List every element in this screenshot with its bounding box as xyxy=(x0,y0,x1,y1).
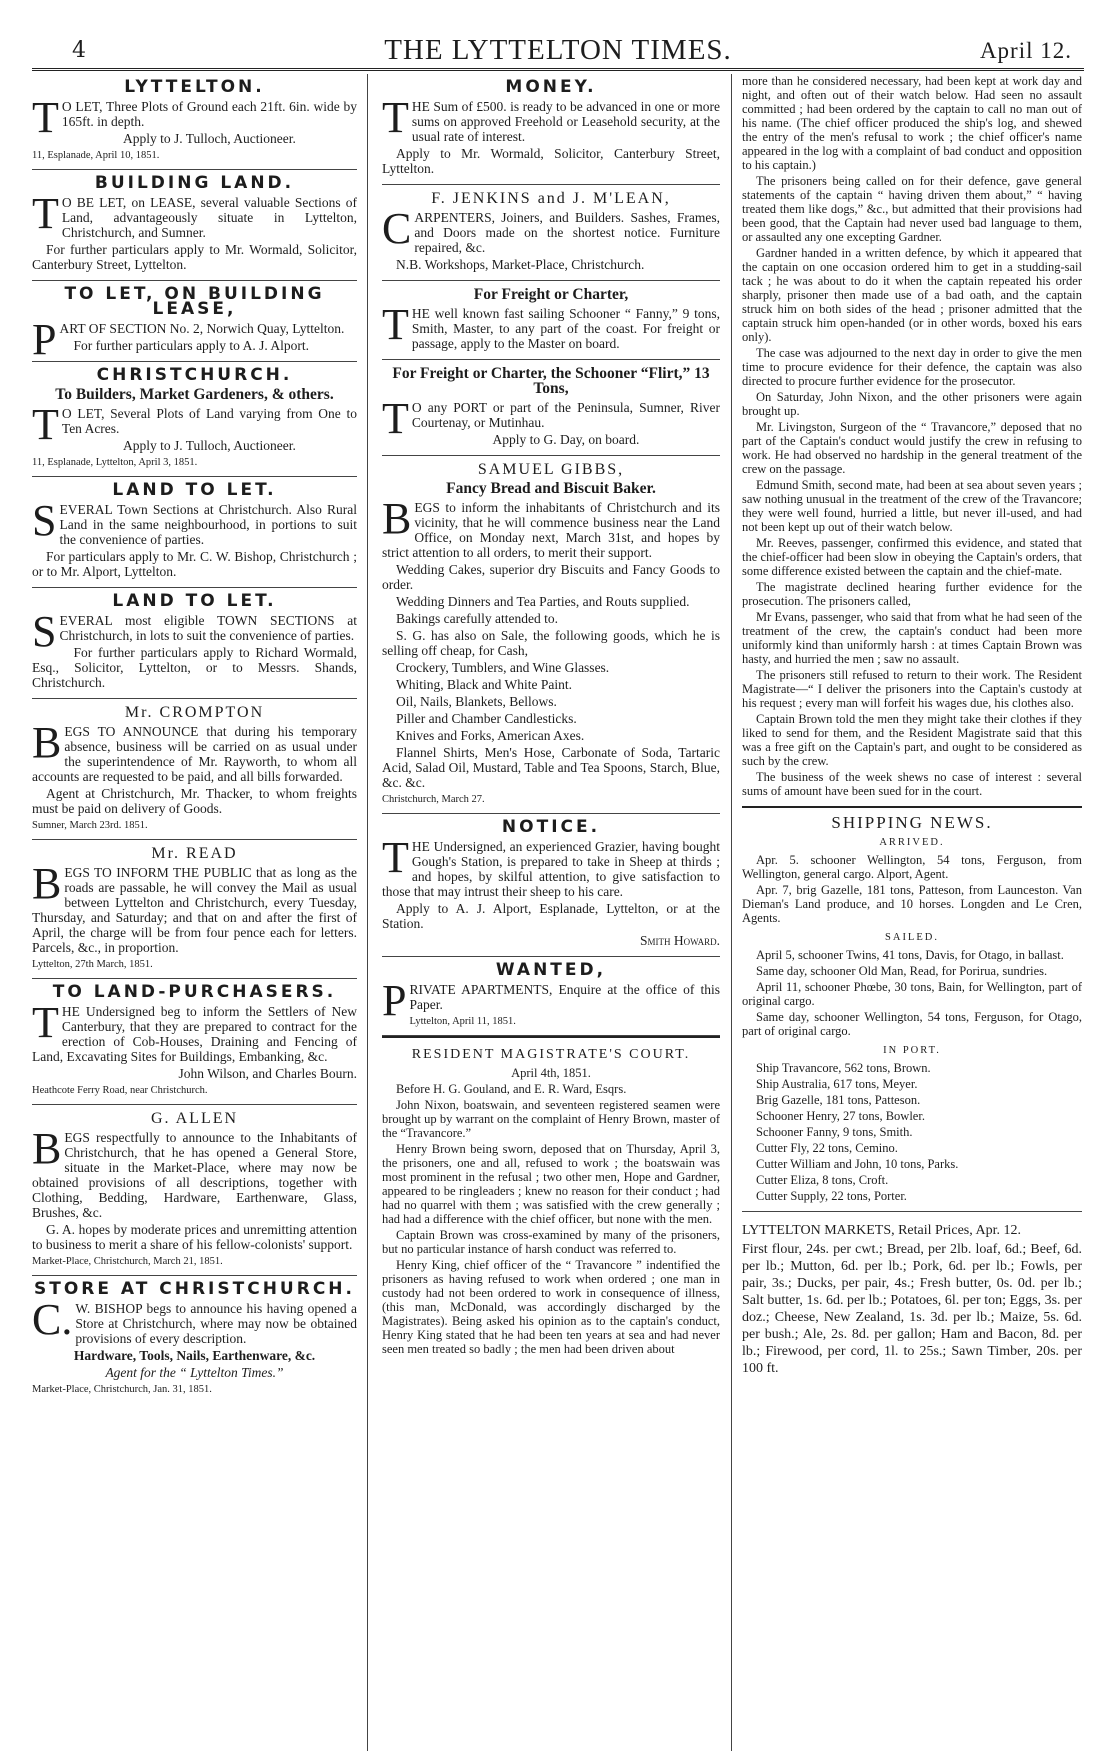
list-item: Wedding Cakes, superior dry Biscuits and Fancy Goods to order. xyxy=(382,562,720,592)
article-text: Mr Evans, passenger, who said that from what he had seen of the treatment of the crew, the captain's conduct had been more uniformly kind than uniformly harsh : at times Captain Brown was hasty, and hurried the men ; saw no assault. xyxy=(742,610,1082,666)
newspaper-title: THE LYTTELTON TIMES. xyxy=(384,34,732,66)
ad-text: SEVERAL most eligible TOWN SECTIONS at Christchurch, in lots to suit the convenience of parties. xyxy=(32,607,357,656)
ad-text: Agent for the “ Lyttelton Times.” xyxy=(105,1365,284,1380)
ad-text: Apply to J. Tulloch, Auctioneer. xyxy=(123,131,296,146)
ad-heading: SAMUEL GIBBS, xyxy=(477,461,625,478)
article-text: Edmund Smith, second mate, had been at sea about seven years ; saw nothing unusual in the treatment of the crew of the Travancore; they were well found, hurried a little, but never ill-used, and had not been kept up out of their watch below. xyxy=(742,478,1082,534)
subsection-heading: SAILED. xyxy=(885,932,939,943)
ad-signature: 11, Esplanade, Lyttelton, April 3, 1851. xyxy=(32,457,198,468)
shipping-entry: Schooner Henry, 27 tons, Bowler. xyxy=(756,1109,925,1123)
ad-text: THE well known fast sailing Schooner “ Fanny,” 9 tons, Smith, Master, to any part of the coast. For freight or passage, apply to the Master on board. xyxy=(382,300,720,351)
shipping-entry: Cutter Fly, 22 tons, Cemino. xyxy=(756,1141,898,1155)
shipping-entry: Schooner Fanny, 9 tons, Smith. xyxy=(756,1125,913,1139)
list-item: Piller and Chamber Candlesticks. xyxy=(396,711,577,726)
ad-signature: Market-Place, Christchurch, March 21, 1851. xyxy=(32,1256,223,1267)
ad-heading: G. ALLEN xyxy=(150,1110,239,1127)
article-text: Mr. Livingston, Surgeon of the “ Travancore,” deposed that no part of the Captain's conduct would justify the crew in refusing to work. He had observed no hardship in the general treatment of the crew on the passage. xyxy=(742,420,1082,476)
article-text: Mr. Reeves, passenger, confirmed this evidence, and stated that the chief-officer had been slow in obeying the Captain's orders, that some difference existed between the captain and the chief-mate. xyxy=(742,536,1082,578)
ad-signature: Lyttelton, 27th March, 1851. xyxy=(32,959,153,970)
shipping-entry: Cutter Supply, 22 tons, Porter. xyxy=(756,1189,907,1203)
ad-heading: NOTICE. xyxy=(501,817,601,837)
ad-text: Apply to J. Tulloch, Auctioneer. xyxy=(123,438,296,453)
shipping-entry: April 5, schooner Twins, 41 tons, Davis, for Otago, in ballast. xyxy=(756,948,1064,962)
column-3 xyxy=(742,74,1082,1751)
ad-money xyxy=(382,74,720,185)
ad-heading: F. JENKINS and J. M'LEAN, xyxy=(431,190,671,207)
ad-text: Apply to Mr. Wormald, Solicitor, Canterbury Street, Lyttelton. xyxy=(382,146,720,176)
ad-store-christchurch xyxy=(32,1276,357,1403)
ad-text: C.W. BISHOP begs to announce his having opened a Store at Christchurch, where may now be obtained provisions of every description. xyxy=(32,1295,357,1346)
article-text: The prisoners being called on for their defence, gave general statements of the captain “ having driven them about,” “ having treated them like dogs,” &c., but admitted that their provisions had been good, that the Captain had never used bad language to them, or assaulted any one excepting Gardner. xyxy=(742,174,1082,244)
list-item: S. G. has also on Sale, the following goods, which he is selling off cheap, for Cash, xyxy=(382,628,720,658)
ad-heading: LYTTELTON. xyxy=(124,77,265,97)
ad-land-to-let xyxy=(32,477,357,588)
article-text: The business of the week shews no case of interest : several sums of amount have been sued for in the court. xyxy=(742,770,1082,798)
list-item: Whiting, Black and White Paint. xyxy=(396,677,572,692)
ad-text: THE Undersigned, an experienced Grazier, having bought Gough's Station, is prepared to take in Sheep at thirds ; and hopes, by skilful attention, to give satisfaction to those that may intrust their sheep to his care. xyxy=(382,833,720,899)
ad-heading: TO LET, ON BUILDING LEASE, xyxy=(64,284,325,319)
shipping-entry: Ship Australia, 617 tons, Meyer. xyxy=(756,1077,918,1091)
ad-text: PART OF SECTION No. 2, Norwich Quay, Lyttelton. xyxy=(32,315,345,364)
article-text: Captain Brown told the men they might take their clothes if they liked to send for them, and the Resident Magistrate said that this was a free gift on the Captain's part, and ought to be considered as such by the crew. xyxy=(742,712,1082,768)
issue-date: April 12. xyxy=(979,38,1072,63)
ad-signatories: John Wilson, and Charles Bourn. xyxy=(178,1066,357,1081)
markets-text: First flour, 24s. per cwt.; Bread, per 2lb. loaf, 6d.; Beef, 6d. per lb.; Mutton, 6d. per lb.; Pork, 6d. per lb.; Fowls, per pair, 3s.; Ducks, per pair, 4s.; Fresh butter, 0s. 0d. per lb.; Salt butter, 1s. 6d. per lb.; Potatoes, 6l. per ton; Eggs, 3s. per doz.; Cheese, New Zealand, 1s. 3d. per lb.; Maize, 5s. 6d. per bush.; Ale, 2s. 8d. per gallon; Ham and Bacon, 8d. per lb.; Firewood, per cord, 1l. to 25s.; Sawn Timber, 20s. per 100 ft. xyxy=(742,1242,1082,1376)
ad-text: TO LET, Several Plots of Land varying from One to Ten Acres. xyxy=(32,400,357,449)
ad-text: G. A. hopes by moderate prices and unremitting attention to business to merit a share of his fellow-colonists' support. xyxy=(32,1222,357,1252)
shipping-entry: April 11, schooner Phœbe, 30 tons, Bain, for Wellington, part of original cargo. xyxy=(742,980,1082,1008)
list-item: Wedding Dinners and Tea Parties, and Routs supplied. xyxy=(396,594,690,609)
ad-text: For further particulars apply to A. J. Alport. xyxy=(73,338,309,353)
ad-notice xyxy=(382,814,720,957)
ad-text: THE Sum of £500. is ready to be advanced in one or more sums on approved Freehold or Leasehold security, at the usual rate of interest. xyxy=(382,93,720,144)
ad-land-to-let-2 xyxy=(32,588,357,699)
article-text: The magistrate declined hearing further evidence for the prosecution. The prisoners called, xyxy=(742,580,1082,608)
ad-samuel-gibbs xyxy=(382,456,720,814)
ad-crompton xyxy=(32,699,357,840)
ad-signature: Christchurch, March 27. xyxy=(382,794,485,805)
section-heading: SHIPPING NEWS. xyxy=(742,806,1082,830)
article-text: The case was adjourned to the next day in order to give the men time to procure evidence for their defence, the captain was also directed to procure further evidence for the prosecutor. xyxy=(742,346,1082,388)
article-date: April 4th, 1851. xyxy=(511,1066,591,1080)
shipping-entry: Cutter Eliza, 8 tons, Croft. xyxy=(756,1173,889,1187)
ad-wanted xyxy=(382,957,720,1036)
article-text: John Nixon, boatswain, and seventeen registered seamen were brought up by warrant on the complaint of Henry Brown, master of the “Travancore.” xyxy=(382,1098,720,1140)
ad-text: TO BE LET, on LEASE, several valuable Sections of Land, advantageously situate in Lyttelton, Christchurch, and Sumner. xyxy=(32,189,357,240)
ad-text: CARPENTERS, Joiners, and Builders. Sashes, Frames, and Doors made on the shortest notice. Furniture repaired, &c. xyxy=(382,204,720,255)
ad-heading: MONEY. xyxy=(505,77,597,97)
ad-christchurch xyxy=(32,362,357,477)
shipping-entry: Cutter William and John, 10 tons, Parks. xyxy=(756,1157,959,1171)
court-report xyxy=(382,1036,720,1364)
ad-signature: Lyttelton, April 11, 1851. xyxy=(409,1016,516,1027)
ad-signature: 11, Esplanade, April 10, 1851. xyxy=(32,150,160,161)
ad-text: For further particulars apply to Richard Wormald, Esq., Solicitor, Lyttelton, or to Messrs. Shands, Christchurch. xyxy=(32,645,357,690)
shipping-news xyxy=(742,806,1082,1203)
subsection-heading: ARRIVED. xyxy=(879,837,945,848)
ad-heading: Mr. CROMPTON xyxy=(124,704,265,721)
column-2 xyxy=(382,74,720,1751)
ad-text: For particulars apply to Mr. C. W. Bishop, Christchurch ; or to Mr. Alport, Lyttelton. xyxy=(32,549,357,579)
ad-text: BEGS TO INFORM THE PUBLIC that as long as the roads are passable, he will convey the Mail as usual between Lyttelton and Christchurch, every Tuesday, Thursday, and Saturday; and that on and after the first of April, the charge will be from four pence each for letters. Parcels, &c., in proportion. xyxy=(32,859,357,955)
ad-text: TO LET, Three Plots of Ground each 21ft. 6in. wide by 165ft. in depth. xyxy=(32,93,357,142)
ad-heading: TO LAND-PURCHASERS. xyxy=(52,982,337,1002)
article-text: Henry Brown being sworn, deposed that on Thursday, April 3, the prisoners, one and all, refused to work ; the boatswain was most prominent in the refusal ; two other men, Hope and Gardner, appeared to be ringleaders ; knew no reason for their conduct ; had had no quarrel with them ; was satisfied with the crew generally ; had had a difference with the chief officer, but none with the men. xyxy=(382,1142,720,1226)
ad-heading: For Freight or Charter, the Schooner “Flirt,” 13 Tons, xyxy=(392,365,710,397)
ad-lyttelton xyxy=(32,74,357,170)
shipping-entry: Same day, schooner Wellington, 54 tons, Ferguson, for Otago, part of original cargo. xyxy=(742,1010,1082,1038)
list-item: Oil, Nails, Blankets, Bellows. xyxy=(396,694,557,709)
shipping-entry: Brig Gazelle, 181 tons, Patteson. xyxy=(756,1093,921,1107)
ad-heading: For Freight or Charter, xyxy=(473,286,629,303)
list-item: Crockery, Tumblers, and Wine Glasses. xyxy=(396,660,610,675)
ad-subheading: To Builders, Market Gardeners, & others. xyxy=(55,386,334,403)
ad-text: Agent at Christchurch, Mr. Thacker, to whom freights must be paid on delivery of Goods. xyxy=(32,786,357,816)
ad-building-lease xyxy=(32,281,357,362)
ad-signature: Market-Place, Christchurch, Jan. 31, 1851. xyxy=(32,1384,212,1395)
subsection-heading: IN PORT. xyxy=(883,1045,941,1056)
article-heading: RESIDENT MAGISTRATE'S COURT. xyxy=(411,1047,691,1062)
ad-text: BEGS to inform the inhabitants of Christchurch and its vicinity, that he will commence business near the Land Office, on Monday next, March 31st, and hopes by strict attention to all orders, to merit their support. xyxy=(382,494,720,560)
ad-heading: WANTED, xyxy=(495,960,607,980)
ad-signature: Heathcote Ferry Road, near Christchurch. xyxy=(32,1085,208,1096)
shipping-entry: Ship Travancore, 562 tons, Brown. xyxy=(756,1061,931,1075)
ad-heading: BUILDING LAND. xyxy=(94,173,295,193)
list-item: Knives and Forks, American Axes. xyxy=(396,728,585,743)
shipping-entry: Same day, schooner Old Man, Read, for Porirua, sundries. xyxy=(756,964,1048,978)
article-text: The prisoners still refused to return to their work. The Resident Magistrate—“ I deliver the prisoners into the Captain's custody at his request ; every man will forfeit his wages due, his clothes also. xyxy=(742,668,1082,710)
ad-text: PRIVATE APARTMENTS, Enquire at the office of this Paper. xyxy=(382,976,720,1025)
article-text: Before H. G. Gouland, and E. R. Ward, Esqrs. xyxy=(396,1082,627,1096)
ad-read xyxy=(32,840,357,979)
markets-heading: LYTTELTON MARKETS, Retail Prices, Apr. 12. xyxy=(742,1223,1021,1238)
ad-text: BEGS respectfully to announce to the Inhabitants of Christchurch, that he has opened a General Store, situate in the Market-Place, where may now be obtained provisions of all descriptions, together with Clothing, Bedding, Hardware, Earthenware, Glass, Brushes, &c. xyxy=(32,1124,357,1220)
ad-fanny xyxy=(382,281,720,360)
ad-text: TO any PORT or part of the Peninsula, Sumner, River Courtenay, or Mutinhau. xyxy=(382,394,720,443)
ad-text: Hardware, Tools, Nails, Earthenware, &c. xyxy=(73,1348,316,1363)
masthead xyxy=(32,32,1084,71)
ad-text: THE Undersigned beg to inform the Settlers of New Canterbury, that they are prepared to contract for the erection of Cob-Houses, Draining and Fencing of Land, Excavating Sites for Buildings, Embanking, &c. xyxy=(32,998,357,1064)
ad-subheading: Fancy Bread and Biscuit Baker. xyxy=(446,480,656,497)
ad-flirt xyxy=(382,360,720,456)
ad-signatory: Smith Howard. xyxy=(639,933,720,948)
shipping-entry: Apr. 5. schooner Wellington, 54 tons, Ferguson, from Wellington, general cargo. Alport, Agent. xyxy=(742,853,1082,881)
ad-building-land xyxy=(32,170,357,281)
article-text: more than he considered necessary, had been kept at work day and night, and often out of their watch below. Had seen no assault committed ; had been ordered by the captain to call no man out of his name. (The chief officer produced the ship's log, and shewed the entry of the men's refusal to work ; the chief officer's name appeared in the log with a complaint of bad conduct and opposition to his captain.) xyxy=(742,74,1082,172)
shipping-entry: Apr. 7, brig Gazelle, 181 tons, Patteson, from Launceston. Van Dieman's Land produce, and 10 horses. Longden and Le Cren, Agents. xyxy=(742,883,1082,925)
ad-text: Apply to G. Day, on board. xyxy=(492,432,640,447)
column-1 xyxy=(32,74,357,1751)
ad-text: Apply to A. J. Alport, Esplanade, Lyttelton, or at the Station. xyxy=(382,901,720,931)
ad-signature: Sumner, March 23rd. 1851. xyxy=(32,820,148,831)
ad-text: N.B. Workshops, Market-Place, Christchurch. xyxy=(396,257,645,272)
page-number: 4 xyxy=(72,38,86,63)
article-text: Henry King, chief officer of the “ Travancore ” indentified the prisoners as having refused to work when ordered ; one man in custody had not been ordered to work in consequence of illness, (this man, McDonald, was accordingly discharged by the Magistrates). Being asked his opinion as to the captain's conduct, Henry King stated that he had been ten years at sea and had never seen men treated so badly ; the men had been driven about xyxy=(382,1258,720,1356)
lyttelton-markets xyxy=(742,1211,1082,1377)
article-text: Captain Brown was cross-examined by many of the prisoners, but no particular instance of harsh conduct was referred to. xyxy=(382,1228,720,1256)
ad-text: SEVERAL Town Sections at Christchurch. Also Rural Land in the same neighbourhood, in portions to suit the convenience of parties. xyxy=(32,496,357,547)
ad-text: BEGS TO ANNOUNCE that during his temporary absence, business will be carried on as usual under the superintendence of Mr. Rayworth, to whom all accounts are requested to be paid, and all bills forwarded. xyxy=(32,718,357,784)
column-rule xyxy=(367,74,368,1751)
ad-heading: Mr. READ xyxy=(151,845,238,862)
ad-heading: LAND TO LET. xyxy=(112,480,277,500)
ad-heading: LAND TO LET. xyxy=(112,591,277,611)
list-item: Flannel Shirts, Men's Hose, Carbonate of Soda, Tartaric Acid, Salad Oil, Mustard, Table and Tea Spoons, Starch, Blue, &c. &c. xyxy=(382,745,720,790)
column-rule xyxy=(731,74,732,1751)
ad-text: For further particulars apply to Mr. Wormald, Solicitor, Canterbury Street, Lyttelton. xyxy=(32,242,357,272)
ad-heading: STORE AT CHRISTCHURCH. xyxy=(34,1279,355,1299)
list-item: Bakings carefully attended to. xyxy=(396,611,558,626)
ad-jenkins xyxy=(382,185,720,281)
ad-heading: CHRISTCHURCH. xyxy=(96,365,293,385)
article-text: On Saturday, John Nixon, and the other prisoners were again brought up. xyxy=(742,390,1082,418)
ad-g-allen xyxy=(32,1105,357,1276)
ad-land-purchasers xyxy=(32,979,357,1105)
article-text: Gardner handed in a written defence, by which it appeared that the captain on one occasion ordered him to get in a studding-sail tack ; he was about to do it when the captain repeated his order sharply, prisoner then made use of a bad oath, and the captain struck him on both sides of the head ; prisoner admitted that the captain struck him open-handed (or in other words, boxed his ears only). xyxy=(742,246,1082,344)
